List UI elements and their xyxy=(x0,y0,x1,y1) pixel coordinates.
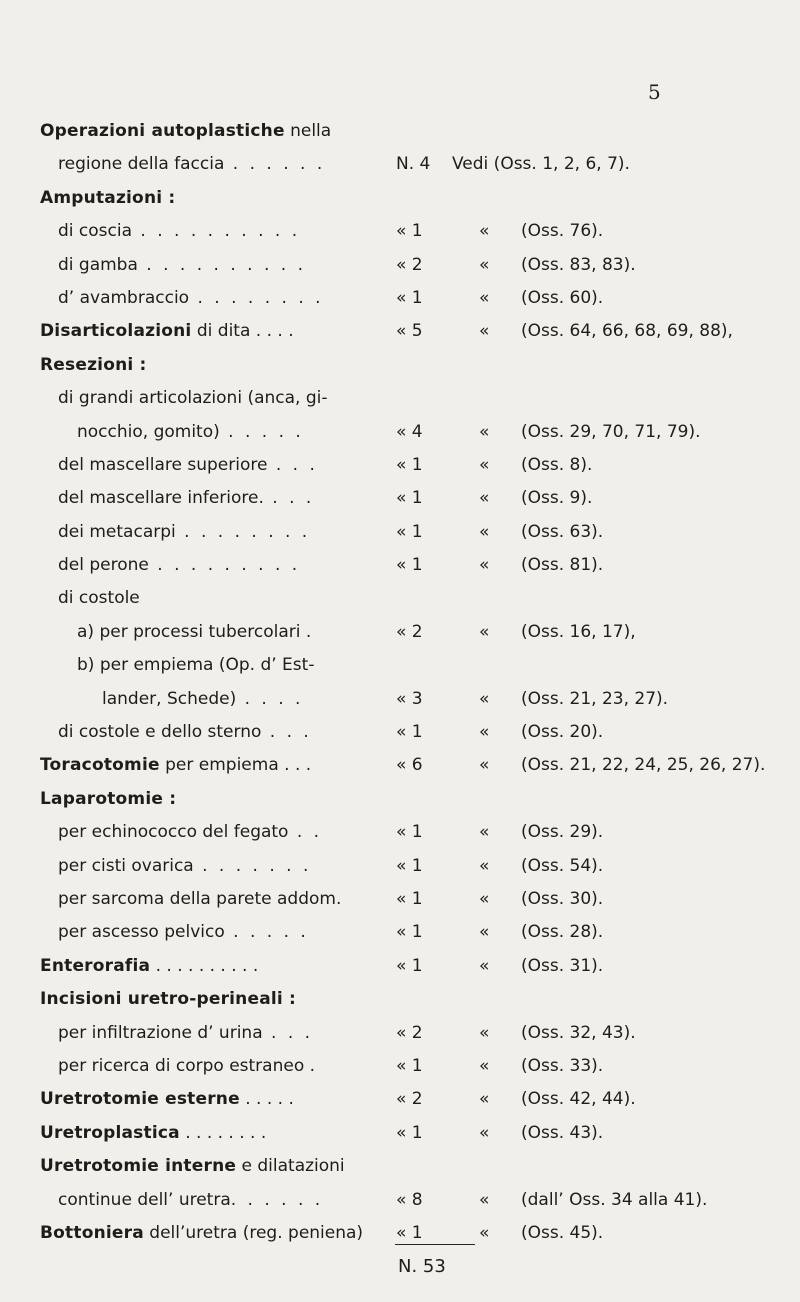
entry-count: « 1 xyxy=(396,287,423,308)
entry-label xyxy=(58,1184,323,1217)
entry-label-main: per sarcoma della parete addom. xyxy=(58,888,342,909)
entry-label-main: per ascesso pelvico xyxy=(58,922,225,943)
entry-count: « 1 xyxy=(396,722,423,743)
leader-dots: . . . xyxy=(267,454,318,475)
leader-dots: . . . . . . . . xyxy=(175,521,311,542)
entry-label xyxy=(40,983,296,1016)
leader-dots: . . . xyxy=(263,488,315,509)
entry-count: « 1 xyxy=(396,1222,423,1243)
entry-row xyxy=(0,749,800,782)
leader-dots: . . . . . . . . . . xyxy=(132,221,301,242)
entry-label-main: dei metacarpi xyxy=(58,521,176,542)
entry-label-main: regione della faccia xyxy=(58,154,225,175)
entry-count: « 6 xyxy=(396,755,423,776)
entry-reference-text: Vedi (Oss. 1, 2, 6, 7). xyxy=(452,154,630,175)
entry-label xyxy=(58,482,314,515)
entry-row xyxy=(0,449,800,482)
entry-reference-text: (Oss. 42, 44). xyxy=(521,1089,636,1110)
entry-row xyxy=(0,883,800,916)
leader-dots: . . . . . xyxy=(219,421,304,442)
entry-label xyxy=(77,416,304,449)
entry-label xyxy=(77,649,314,682)
entry-row xyxy=(0,1050,800,1083)
entry-label xyxy=(40,1150,345,1183)
total-count: N. 53 xyxy=(398,1256,446,1277)
ditto-mark: « xyxy=(479,321,490,342)
ditto-mark: « xyxy=(479,521,490,542)
entry-label-main: di costole e dello sterno xyxy=(58,722,262,743)
ditto-mark: « xyxy=(479,555,490,576)
entry-count: « 4 xyxy=(396,421,423,442)
entry-count: « 1 xyxy=(396,955,423,976)
entry-label xyxy=(58,1017,313,1050)
ditto-mark: « xyxy=(479,1222,490,1243)
entry-count: « 1 xyxy=(396,454,423,475)
leader-dots: . . . . . . . xyxy=(193,855,312,876)
ditto-mark: « xyxy=(479,254,490,275)
entry-label xyxy=(77,616,311,649)
entry-label-rest: dell’uretra (reg. peniena) xyxy=(143,1222,364,1243)
entry-reference-text: (Oss. 33). xyxy=(521,1055,604,1076)
entry-count: « 1 xyxy=(396,521,423,542)
entry-reference-text: (Oss. 81). xyxy=(521,555,604,576)
entry-count: « 3 xyxy=(396,688,423,709)
entry-label xyxy=(58,883,341,916)
leader-dots: . . . xyxy=(262,1022,314,1043)
entry-label xyxy=(58,582,140,615)
entry-label-main: Incisioni uretro-perineali : xyxy=(40,989,297,1010)
entry-label-main: Uretroplastica xyxy=(40,1122,180,1143)
entry-label-main: continue dell’ uretra xyxy=(58,1189,231,1210)
entry-reference-text: (Oss. 8). xyxy=(521,454,593,475)
entry-reference xyxy=(479,950,603,983)
entry-count: « 1 xyxy=(396,855,423,876)
entry-reference xyxy=(479,1017,636,1050)
entry-count: « 2 xyxy=(396,621,423,642)
entry-row xyxy=(0,649,800,682)
total-rule xyxy=(395,1244,475,1245)
entry-reference xyxy=(479,850,603,883)
entry-label-rest: per empiema . . . xyxy=(159,755,312,776)
leader-dots: . . . xyxy=(261,722,312,743)
entry-reference xyxy=(479,816,603,849)
entry-label xyxy=(40,182,175,215)
entry-row xyxy=(0,315,800,348)
entry-label-rest: . . . . . xyxy=(239,1089,294,1110)
entry-reference xyxy=(479,1184,707,1217)
entry-label xyxy=(58,850,311,883)
entry-reference-text: (Oss. 9). xyxy=(521,488,593,509)
entry-row xyxy=(0,148,800,181)
entry-reference-text: (Oss. 83, 83). xyxy=(521,254,636,275)
entry-label-main: per echinococco del fegato xyxy=(58,822,289,843)
leader-dots: . . . . . xyxy=(224,922,309,943)
entry-label xyxy=(58,148,325,181)
entry-reference-text: (Oss. 45). xyxy=(521,1222,604,1243)
ditto-mark: « xyxy=(479,1022,490,1043)
entry-label-rest: nella xyxy=(284,121,332,141)
entry-row xyxy=(0,816,800,849)
entry-row xyxy=(0,1017,800,1050)
entry-label xyxy=(58,249,306,282)
entry-label xyxy=(40,783,176,816)
entry-reference xyxy=(479,315,733,348)
entry-label-main: nocchio, gomito) xyxy=(77,421,220,442)
operations-list xyxy=(0,115,800,1250)
entry-label-main: Bottoniera xyxy=(40,1222,144,1243)
entry-row xyxy=(0,683,800,716)
entry-row xyxy=(0,1184,800,1217)
entry-reference xyxy=(479,416,701,449)
entry-label-main: Uretrotomie esterne xyxy=(40,1089,240,1110)
entry-label-main: per cisti ovarica xyxy=(58,855,194,876)
entry-count: « 5 xyxy=(396,321,423,342)
ditto-mark: « xyxy=(479,454,490,475)
entry-reference-text: (Oss. 21, 22, 24, 25, 26, 27). xyxy=(521,755,766,776)
entry-count: « 1 xyxy=(396,1122,423,1143)
entry-label-main: di gamba xyxy=(58,254,138,275)
entry-label-main: per infiltrazione d’ urina xyxy=(58,1022,263,1043)
leader-dots: . . . . . . xyxy=(224,154,326,175)
entry-reference xyxy=(479,1050,603,1083)
entry-reference xyxy=(479,482,592,515)
entry-row xyxy=(0,850,800,883)
entry-label xyxy=(40,950,258,983)
entry-reference-text: (Oss. 32, 43). xyxy=(521,1022,636,1043)
entry-reference xyxy=(479,449,592,482)
entry-label xyxy=(40,749,311,782)
entry-label-rest: . . . . . . . . . . xyxy=(150,955,259,976)
entry-reference xyxy=(479,249,636,282)
entry-row xyxy=(0,716,800,749)
entry-reference xyxy=(479,683,668,716)
ditto-mark: « xyxy=(479,1122,490,1143)
entry-row xyxy=(0,1217,800,1250)
entry-row xyxy=(0,783,800,816)
leader-dots: . . xyxy=(288,822,323,843)
entry-reference xyxy=(479,282,603,315)
ditto-mark: « xyxy=(479,755,490,776)
entry-reference xyxy=(452,148,630,181)
leader-dots: . . . . . . . . . xyxy=(148,555,301,576)
entry-reference-text: (Oss. 29, 70, 71, 79). xyxy=(521,421,701,442)
entry-row xyxy=(0,182,800,215)
entry-reference xyxy=(479,549,603,582)
entry-label xyxy=(40,1217,363,1250)
leader-dots: . . . . . . . . xyxy=(189,287,324,308)
ditto-mark: « xyxy=(479,621,490,642)
entry-count: « 1 xyxy=(396,922,423,943)
entry-label-main: Uretrotomie interne xyxy=(40,1156,237,1177)
entry-reference xyxy=(479,516,603,549)
entry-label xyxy=(58,382,328,415)
entry-reference xyxy=(479,616,636,649)
entry-count: « 1 xyxy=(396,555,423,576)
ditto-mark: « xyxy=(479,722,490,743)
entry-row xyxy=(0,1150,800,1183)
entry-count: « 2 xyxy=(396,1022,423,1043)
entry-label-main: d’ avambraccio xyxy=(58,287,190,308)
entry-reference-text: (Oss. 64, 66, 68, 69, 88), xyxy=(521,321,733,342)
ditto-mark: « xyxy=(479,822,490,843)
entry-row xyxy=(0,1083,800,1116)
entry-row xyxy=(0,349,800,382)
entry-row xyxy=(0,115,800,148)
ditto-mark: « xyxy=(479,888,490,909)
entry-label xyxy=(40,1083,294,1116)
entry-row xyxy=(0,215,800,248)
entry-reference-text: (Oss. 21, 23, 27). xyxy=(521,688,669,709)
entry-count: « 2 xyxy=(396,1089,423,1110)
entry-label-main: di grandi articolazioni (anca, gi- xyxy=(58,388,328,409)
entry-reference xyxy=(479,716,603,749)
entry-count: N. 4 xyxy=(396,154,431,175)
entry-reference xyxy=(479,916,603,949)
entry-reference-text: (dall’ Oss. 34 alla 41). xyxy=(521,1189,708,1210)
ditto-mark: « xyxy=(479,488,490,509)
entry-row xyxy=(0,416,800,449)
entry-label-main: Laparotomie : xyxy=(40,788,177,809)
entry-label-main: a) per processi tubercolari . xyxy=(77,621,312,642)
entry-count: « 8 xyxy=(396,1189,423,1210)
entry-label xyxy=(58,916,309,949)
entry-label xyxy=(58,1050,315,1083)
entry-label-main: del mascellare superiore xyxy=(58,454,268,475)
entry-label-main: del mascellare inferiore. xyxy=(58,488,264,509)
entry-label-main: Amputazioni : xyxy=(40,187,176,208)
entry-count: « 1 xyxy=(396,888,423,909)
entry-label-rest: e dilatazioni xyxy=(236,1156,345,1177)
entry-label-main: di costole xyxy=(58,588,140,609)
entry-label-main: di coscia xyxy=(58,221,133,242)
entry-row xyxy=(0,382,800,415)
entry-label-rest: . . . . . . . . xyxy=(179,1122,267,1143)
entry-count: « 1 xyxy=(396,822,423,843)
leader-dots: . . . . xyxy=(236,688,304,709)
entry-reference-text: (Oss. 16, 17), xyxy=(521,621,636,642)
entry-count: « 1 xyxy=(396,1055,423,1076)
ditto-mark: « xyxy=(479,221,490,242)
ditto-mark: « xyxy=(479,287,490,308)
entry-label xyxy=(58,282,324,315)
entry-count: « 2 xyxy=(396,254,423,275)
entry-reference-text: (Oss. 30). xyxy=(521,888,604,909)
ditto-mark: « xyxy=(479,955,490,976)
ditto-mark: « xyxy=(479,922,490,943)
ditto-mark: « xyxy=(479,855,490,876)
entry-label-main: b) per empiema (Op. d’ Est- xyxy=(77,655,315,676)
entry-row xyxy=(0,249,800,282)
entry-row xyxy=(0,950,800,983)
entry-label xyxy=(58,215,300,248)
entry-reference-text: (Oss. 28). xyxy=(521,922,604,943)
leader-dots: . . . . . . . . . . xyxy=(137,254,306,275)
entry-reference xyxy=(479,1217,603,1250)
entry-row xyxy=(0,983,800,1016)
entry-reference xyxy=(479,749,765,782)
entry-label-main: del perone xyxy=(58,555,149,576)
entry-row xyxy=(0,482,800,515)
entry-reference xyxy=(479,1083,636,1116)
entry-label-main: Operazioni autoplastiche xyxy=(40,121,285,141)
entry-reference-text: (Oss. 76). xyxy=(521,221,604,242)
entry-reference xyxy=(479,215,603,248)
entry-reference-text: (Oss. 29). xyxy=(521,822,604,843)
entry-label-main: Toracotomie xyxy=(40,755,160,776)
entry-label-main: Disarticolazioni xyxy=(40,321,192,342)
entry-row xyxy=(0,916,800,949)
entry-row xyxy=(0,582,800,615)
entry-row xyxy=(0,516,800,549)
entry-reference-text: (Oss. 63). xyxy=(521,521,604,542)
entry-row xyxy=(0,1117,800,1150)
entry-label-main: Resezioni : xyxy=(40,354,147,375)
entry-label-main: Enterorafia xyxy=(40,955,151,976)
entry-label xyxy=(58,516,310,549)
page-number: 5 xyxy=(648,80,661,104)
entry-label xyxy=(58,716,312,749)
entry-reference-text: (Oss. 60). xyxy=(521,287,604,308)
entry-label xyxy=(40,315,294,348)
entry-row xyxy=(0,549,800,582)
entry-reference xyxy=(479,883,603,916)
entry-label-rest: di dita . . . . xyxy=(191,321,294,342)
entry-label xyxy=(102,683,303,716)
entry-reference-text: (Oss. 54). xyxy=(521,855,604,876)
entry-row xyxy=(0,616,800,649)
entry-reference xyxy=(479,1117,603,1150)
ditto-mark: « xyxy=(479,688,490,709)
entry-label xyxy=(58,449,318,482)
entry-label-main: lander, Schede) xyxy=(102,688,237,709)
ditto-mark: « xyxy=(479,421,490,442)
entry-count: « 1 xyxy=(396,488,423,509)
ditto-mark: « xyxy=(479,1189,490,1210)
entry-reference-text: (Oss. 20). xyxy=(521,722,604,743)
ditto-mark: « xyxy=(479,1055,490,1076)
entry-reference-text: (Oss. 31). xyxy=(521,955,604,976)
entry-label xyxy=(58,549,300,582)
ditto-mark: « xyxy=(479,1089,490,1110)
entry-label xyxy=(40,1117,266,1150)
entry-label-main: per ricerca di corpo estraneo . xyxy=(58,1055,316,1076)
entry-count: « 1 xyxy=(396,221,423,242)
entry-reference-text: (Oss. 43). xyxy=(521,1122,604,1143)
entry-label xyxy=(40,349,147,382)
entry-label xyxy=(40,115,331,148)
entry-label xyxy=(58,816,322,849)
leader-dots: . . . . . . xyxy=(230,1189,324,1210)
entry-row xyxy=(0,282,800,315)
